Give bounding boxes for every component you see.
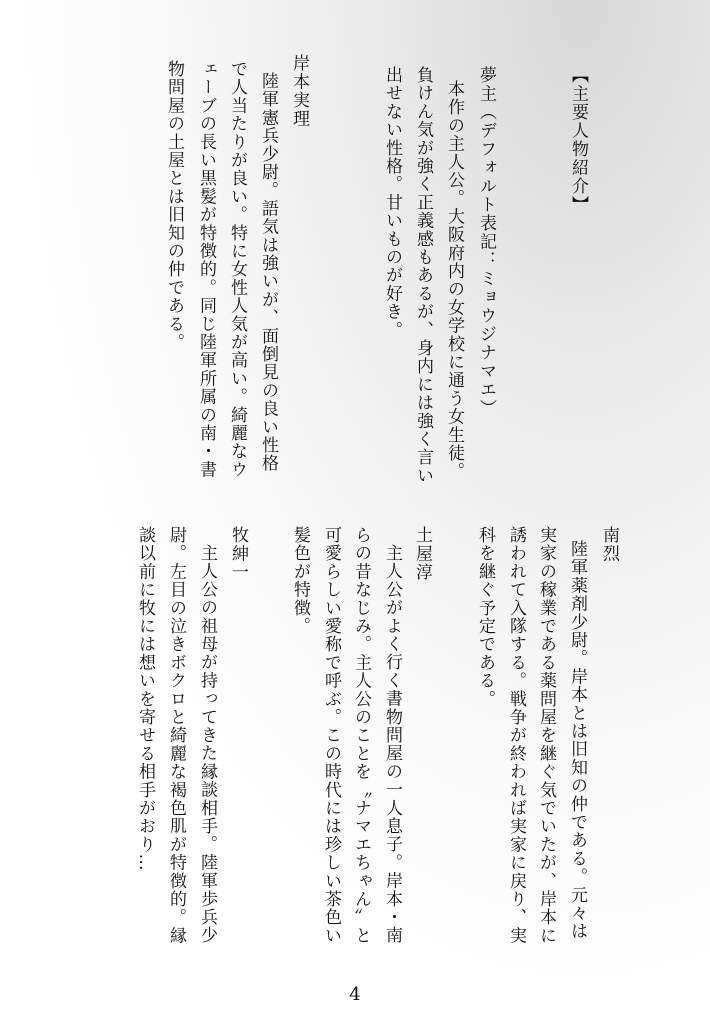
character-description-line: ェーブの長い黒髪が特徴的。同じ陸軍所属の南・書 xyxy=(196,60,216,479)
character-description-line: 陸軍憲兵少尉。語気は強いが、面倒見の良い性格 xyxy=(258,72,278,473)
character-description-line: 髪色が特徴。 xyxy=(290,526,310,636)
character-description-line: で人当たりが良い。特に女性人気が高い。綺麗なウ xyxy=(227,60,247,479)
character-description-line: らの昔なじみ。主人公のことを〝ナマエちゃん〟と xyxy=(351,526,371,945)
character-name-maki: 牧紳一 xyxy=(228,526,248,582)
character-description-line: 誘われて入隊する。戦争が終われば実家に戻り、実 xyxy=(506,526,526,945)
character-description-line: 物問屋の土屋とは旧知の仲である。 xyxy=(164,60,184,352)
section-heading: 【主要人物紹介】 xyxy=(568,66,588,214)
character-description-line: 尉。左目の泣きボクロと綺麗な褐色肌が特徴的。縁 xyxy=(166,526,186,945)
character-description-line: 出せない性格。甘いものが好き。 xyxy=(382,66,402,339)
character-description-line: 科を継ぐ予定である。 xyxy=(475,526,495,708)
character-description-line: 負けん気が強く正義感もあるが、身内には強く言い xyxy=(413,66,433,485)
character-name-tsuchiya: 土屋淳 xyxy=(412,526,432,582)
upper-section xyxy=(0,54,710,496)
character-description-line: 談以前に牧には想いを寄せる相手がおり… xyxy=(135,526,155,872)
character-description-line: 本作の主人公。大阪府内の女学校に通う女生徒。 xyxy=(444,80,464,481)
character-description-line: 主人公がよく行く書物問屋の一人息子。岸本・南 xyxy=(382,544,402,945)
lower-section xyxy=(0,526,710,966)
character-name-yumenushi: 夢主（デフォルト表記：ミョウジナマエ） xyxy=(476,66,496,418)
page-number: 4 xyxy=(349,984,361,1005)
character-name-kishimoto: 岸本実理 xyxy=(289,54,309,128)
character-description-line: 可愛らしい愛称で呼ぶ。この時代には珍しい茶色い xyxy=(321,526,341,945)
character-name-minami: 南烈 xyxy=(599,526,619,563)
character-description-line: 陸軍薬剤少尉。岸本とは旧知の仲である。元々は xyxy=(567,540,587,941)
character-description-line: 主人公の祖母が持ってきた縁談相手。陸軍歩兵少 xyxy=(197,544,217,945)
character-description-line: 実家の稼業である薬問屋を継ぐ気でいたが、岸本に xyxy=(536,526,556,945)
